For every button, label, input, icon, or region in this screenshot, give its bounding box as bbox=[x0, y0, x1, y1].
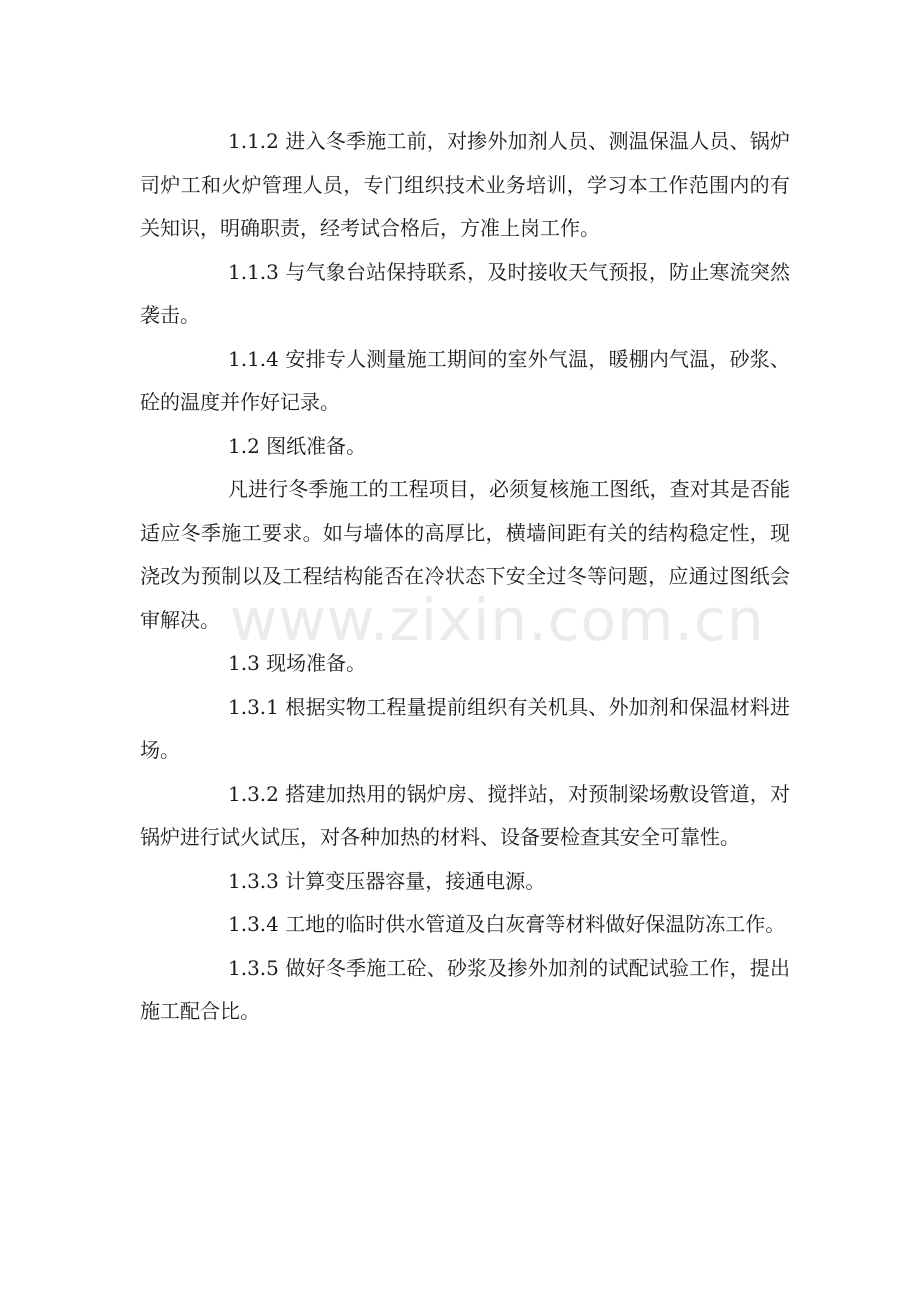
paragraph-drawing-review: 凡进行冬季施工的工程项目，必须复核施工图纸，查对其是否能适应冬季施工要求。如与墙体的高厚比，横墙间距有关的结构稳定性，现浇改为预制以及工程结构能否在冷状态下安全过冬等问题，应通过图纸会审解决。 bbox=[140, 477, 790, 632]
paragraph-1-3-1: 1.3.1 根据实物工程量提前组织有关机具、外加剂和保温材料进场。 bbox=[140, 694, 790, 762]
paragraph-1-3-4: 1.3.4 工地的临时供水管道及白灰膏等材料做好保温防冻工作。 bbox=[228, 912, 786, 936]
heading-1-3: 1.3 现场准备。 bbox=[228, 651, 367, 675]
paragraph-1-1-4: 1.1.4 安排专人测量施工期间的室外气温，暖棚内气温，砂浆、砼的温度并作好记录。 bbox=[140, 346, 790, 414]
watermark: www.zixin.com.cn bbox=[230, 586, 765, 654]
paragraph-1-3-5: 1.3.5 做好冬季施工砼、砂浆及掺外加剂的试配试验工作，提出施工配合比。 bbox=[140, 955, 790, 1023]
document-body bbox=[140, 120, 790, 1034]
paragraph-1-1-3: 1.1.3 与气象台站保持联系，及时接收天气预报，防止寒流突然袭击。 bbox=[140, 259, 790, 327]
paragraph-1-3-2: 1.3.2 搭建加热用的锅炉房、搅拌站，对预制梁场敷设管道，对锅炉进行试火试压，对各种加热的材料、设备要检查其安全可靠性。 bbox=[140, 781, 790, 849]
paragraph-1-1-2: 1.1.2 进入冬季施工前，对掺外加剂人员、测温保温人员、锅炉司炉工和火炉管理人员，专门组织技术业务培训，学习本工作范围内的有关知识，明确职责，经考试合格后，方准上岗工作。 bbox=[140, 129, 790, 240]
paragraph-1-3-3: 1.3.3 计算变压器容量，接通电源。 bbox=[228, 868, 546, 893]
heading-1-2: 1.2 图纸准备。 bbox=[228, 433, 367, 458]
